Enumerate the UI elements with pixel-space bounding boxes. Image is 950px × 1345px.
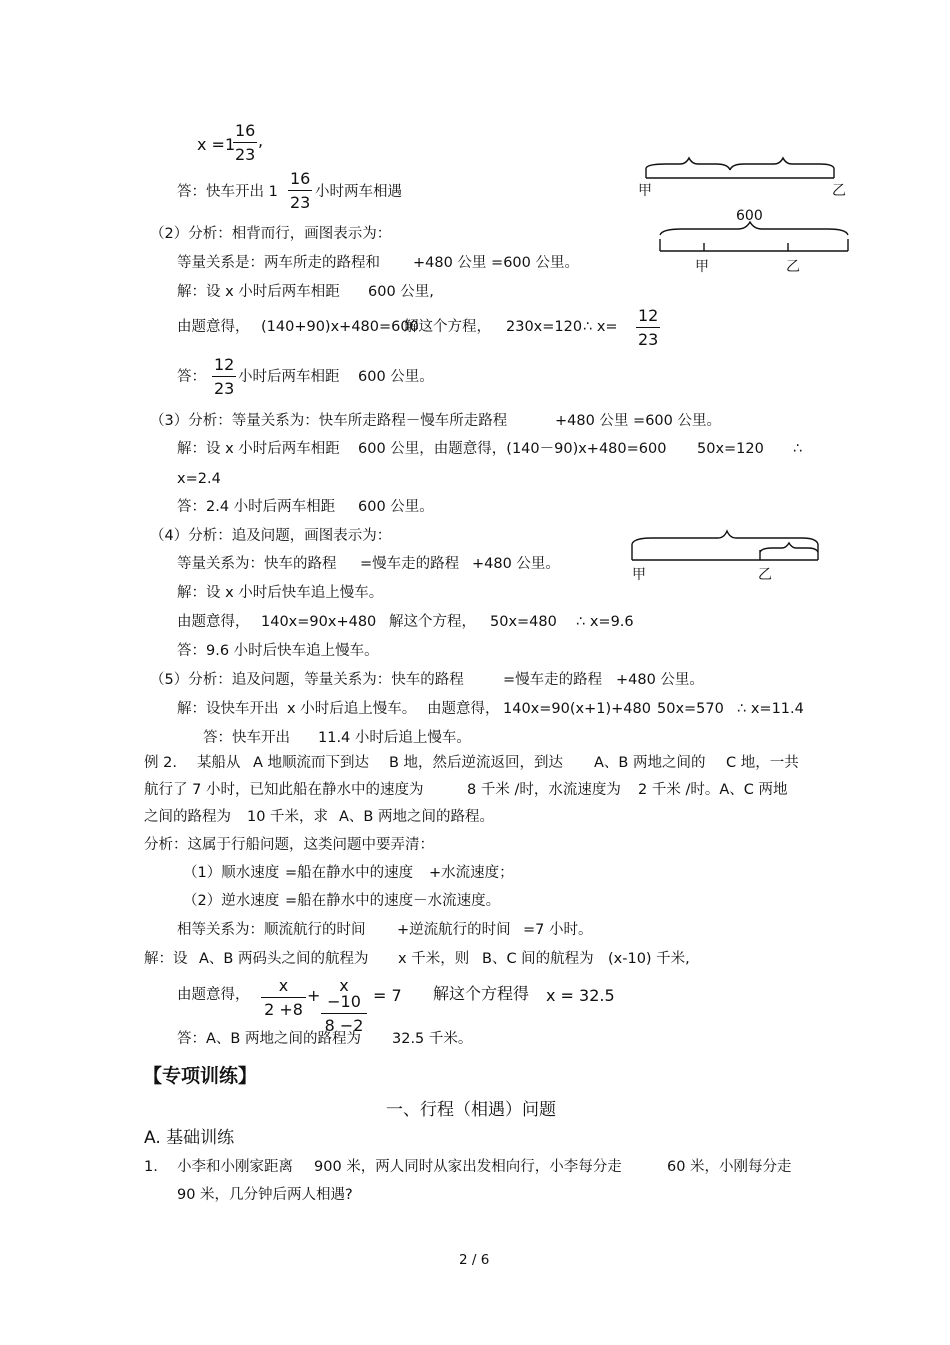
example2-an2-a: （2）逆水速度 bbox=[183, 893, 280, 909]
example2-fraction-2 bbox=[321, 978, 367, 1034]
part5-sol-d: 140x=90(x+1)+480 bbox=[503, 701, 651, 717]
example2-l1-c: A 地顺流而下到达 bbox=[253, 755, 370, 771]
part4-ans: 答：9.6 小时后快车追上慢车。 bbox=[177, 643, 379, 659]
example2-ans-b: 32.5 千米。 bbox=[392, 1031, 473, 1047]
example2-l2-b: 8 千米 /时，水流速度为 bbox=[467, 782, 621, 798]
part3-sol-c: 50x=120 bbox=[697, 441, 764, 457]
part3-sol-b: 600 公里，由题意得，(140－90)x+480=600 bbox=[358, 441, 667, 457]
example2-sol-b: A、B 两码头之间的航程为 bbox=[199, 951, 369, 967]
x-fraction-den: 23 bbox=[235, 145, 256, 164]
part4-deriv-c: 解这个方程， bbox=[389, 614, 476, 630]
part5-sol-c: 由题意得， bbox=[427, 701, 500, 717]
example2-sol-e: (x-10) 千米, bbox=[608, 951, 690, 967]
part3-sol-a: 解：设 x 小时后两车相距 bbox=[177, 441, 340, 457]
part5-head-a: （5）分析：追及问题，等量关系为：快车的路程 bbox=[150, 672, 464, 688]
x-lhs: x =1 bbox=[197, 135, 236, 154]
example2-an1-b: =船在静水中的速度 bbox=[285, 865, 414, 881]
part4-deriv-d: 50x=480 bbox=[490, 614, 557, 630]
part2-deriv-e: ∴ x= bbox=[583, 319, 618, 335]
answer-1-suffix: 小时两车相遇 bbox=[315, 184, 402, 200]
diagram-opposite-label: 600 bbox=[736, 208, 763, 224]
question-1-number: 1. bbox=[144, 1159, 158, 1175]
answer-1-fraction-num: 16 bbox=[288, 171, 312, 191]
example2-analysis: 分析：这属于行船问题，这类问题中要弄清： bbox=[144, 837, 434, 853]
example2-sol-c: x 千米，则 bbox=[398, 951, 470, 967]
answer-1-prefix: 答：快车开出 1 bbox=[177, 184, 278, 200]
part5-head-c: +480 公里。 bbox=[616, 672, 704, 688]
example2-l3-c: A、B 两地之间的路程。 bbox=[339, 809, 494, 825]
part5-ans-a: 答：快车开出 bbox=[203, 730, 290, 746]
part2-ans-prefix: 答： bbox=[177, 369, 206, 385]
example2-l2-a: 航行了 7 小时，已知此船在静水中的速度为 bbox=[144, 782, 424, 798]
answer-1-fraction-den: 23 bbox=[290, 193, 311, 212]
example2-l2-c: 2 千米 /时。A、C 两地 bbox=[638, 782, 788, 798]
part2-heading: （2）分析：相背而行，画图表示为： bbox=[150, 226, 392, 242]
diagram-chase bbox=[622, 522, 827, 584]
part2-eq-b: +480 公里 =600 公里。 bbox=[413, 255, 579, 271]
example2-an1-c: +水流速度； bbox=[429, 865, 514, 881]
example2-eq7: = 7 bbox=[373, 986, 402, 1005]
part2-sol-b: 600 公里, bbox=[368, 284, 434, 300]
example2-l1-e: A、B 两地之间的 bbox=[594, 755, 706, 771]
diagram-opposite bbox=[652, 205, 857, 277]
example2-fraction-1 bbox=[261, 978, 306, 1018]
part2-ans-fraction-num: 12 bbox=[212, 357, 236, 377]
x-fraction-num: 16 bbox=[233, 123, 257, 143]
example2-rel-a: 相等关系为：顺流航行的时间 bbox=[177, 922, 366, 938]
special-subheading: 一、行程（相遇）问题 bbox=[386, 1100, 556, 1120]
part3-head-a: （3）分析：等量关系为：快车所走路程－慢车所走路程 bbox=[150, 413, 508, 429]
part4-heading: （4）分析：追及问题，画图表示为： bbox=[150, 528, 392, 544]
part3-x: x=2.4 bbox=[177, 471, 221, 487]
part3-ans-a: 答：2.4 小时后两车相距 bbox=[177, 499, 336, 515]
part2-fraction-den: 23 bbox=[638, 330, 659, 349]
question-1-c: 60 米，小刚每分走 bbox=[667, 1159, 792, 1175]
diagram-opposite-yi: 乙 bbox=[786, 259, 800, 275]
example2-l1-f: C 地，一共 bbox=[726, 755, 799, 771]
part4-eq-b: =慢车走的路程 bbox=[360, 556, 460, 572]
example2-l3-a: 之间的路程为 bbox=[144, 809, 231, 825]
part2-ans-fraction-den: 23 bbox=[214, 379, 235, 398]
part2-ans-a: 小时后两车相距 bbox=[238, 369, 340, 385]
diagram-meeting-end: 乙 bbox=[832, 183, 846, 199]
part5-sol-f: ∴ x=11.4 bbox=[737, 701, 804, 717]
example2-solve: 解这个方程得 bbox=[433, 984, 530, 1003]
diagram-chase-jia: 甲 bbox=[632, 567, 646, 583]
example2-fraction-1-num: x bbox=[261, 978, 306, 998]
part5-ans-b: 11.4 小时后追上慢车。 bbox=[318, 730, 471, 746]
section-basic: A. 基础训练 bbox=[144, 1128, 235, 1148]
part2-ans-fraction bbox=[212, 357, 236, 397]
part4-deriv-a: 由题意得， bbox=[177, 614, 250, 630]
diagram-chase-brace-small bbox=[760, 543, 818, 552]
brace-left bbox=[646, 158, 730, 170]
part4-eq-a: 等量关系为：快车的路程 bbox=[177, 556, 337, 572]
example2-fraction-1-den: 2 +8 bbox=[264, 1000, 303, 1019]
example2-result: x = 32.5 bbox=[546, 986, 615, 1005]
diagram-chase-brace-top bbox=[632, 531, 818, 544]
diagram-meeting-start: 甲 bbox=[638, 183, 652, 199]
part2-deriv-a: 由题意得， bbox=[177, 319, 250, 335]
x-comma: , bbox=[258, 131, 264, 150]
question-1-d: 90 米，几分钟后两人相遇? bbox=[177, 1187, 353, 1203]
example2-rel-c: =7 小时。 bbox=[523, 922, 593, 938]
example2-eq-lead: 由题意得， bbox=[177, 987, 250, 1003]
example2-an2-b: =船在静水中的速度－水流速度。 bbox=[285, 893, 501, 909]
example2-ans-a: 答：A、B 两地之间的路程为 bbox=[177, 1031, 361, 1047]
page-number: 2 / 6 bbox=[459, 1252, 490, 1268]
part2-fraction-num: 12 bbox=[636, 308, 660, 328]
example2-sol-a: 解：设 bbox=[144, 951, 188, 967]
example2-l1-d: B 地，然后逆流返回，到达 bbox=[389, 755, 564, 771]
part4-eq-c: +480 公里。 bbox=[472, 556, 560, 572]
part2-deriv-c: 解这个方程， bbox=[404, 319, 491, 335]
part4-deriv-b: 140x=90x+480 bbox=[261, 614, 377, 630]
example2-l3-b: 10 千米，求 bbox=[247, 809, 329, 825]
part2-deriv-b: (140+90)x+480=600 bbox=[261, 319, 419, 335]
part2-sol-a: 解：设 x 小时后两车相距 bbox=[177, 284, 340, 300]
example2-label: 例 2. bbox=[144, 755, 177, 771]
part2-ans-b: 600 公里。 bbox=[358, 369, 434, 385]
part5-sol-a: 解：设快车开出 bbox=[177, 701, 279, 717]
example2-rel-b: +逆流航行的时间 bbox=[397, 922, 511, 938]
part3-head-b: +480 公里 =600 公里。 bbox=[555, 413, 721, 429]
part3-sol-d: ∴ bbox=[793, 441, 803, 457]
example2-an1-a: （1）顺水速度 bbox=[183, 865, 280, 881]
example2-l1-b: 某船从 bbox=[197, 755, 241, 771]
part2-deriv-d: 230x=120 bbox=[506, 319, 583, 335]
part5-sol-b: x 小时后追上慢车。 bbox=[287, 701, 417, 717]
diagram-meeting bbox=[636, 150, 848, 200]
diagram-opposite-jia: 甲 bbox=[695, 259, 709, 275]
example2-sol-d: B、C 间的航程为 bbox=[482, 951, 594, 967]
brace-right bbox=[730, 158, 834, 170]
answer-1-fraction bbox=[288, 171, 312, 211]
part3-ans-b: 600 公里。 bbox=[358, 499, 434, 515]
special-heading: 【专项训练】 bbox=[143, 1065, 258, 1087]
part5-head-b: =慢车走的路程 bbox=[503, 672, 603, 688]
part2-eq-a: 等量关系是：两车所走的路程和 bbox=[177, 255, 380, 271]
example2-plus: + bbox=[307, 986, 321, 1005]
example2-fraction-2-num: x −10 bbox=[321, 978, 367, 1014]
example2-fraction-2-den: 8 −2 bbox=[324, 1016, 364, 1035]
part2-fraction bbox=[636, 308, 660, 348]
diagram-chase-yi: 乙 bbox=[758, 567, 772, 583]
question-1-a: 小李和小刚家距离 bbox=[177, 1159, 293, 1175]
part4-deriv-e: ∴ x=9.6 bbox=[576, 614, 634, 630]
part5-sol-e: 50x=570 bbox=[657, 701, 724, 717]
x-fraction bbox=[233, 123, 257, 163]
part4-sol: 解：设 x 小时后快车追上慢车。 bbox=[177, 585, 384, 601]
question-1-b: 900 米，两人同时从家出发相向行，小李每分走 bbox=[314, 1159, 622, 1175]
